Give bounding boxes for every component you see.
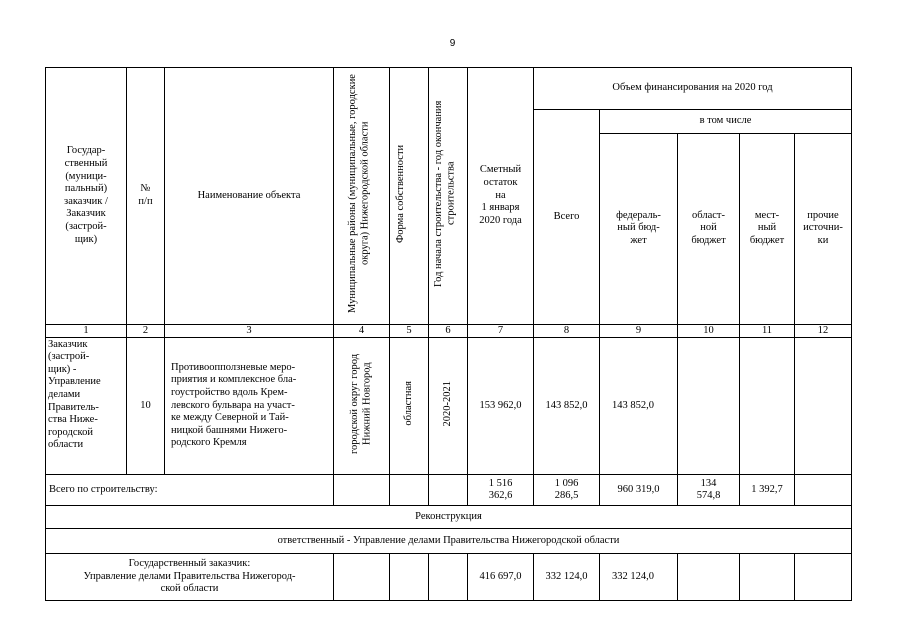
row-other xyxy=(795,337,852,475)
row-local xyxy=(740,337,795,475)
header-local: мест- ный бюджет xyxy=(740,133,795,324)
total-regional: 134 574,8 xyxy=(678,475,740,506)
state-empty xyxy=(429,554,468,601)
column-number: 10 xyxy=(678,324,740,337)
section-reconstruction: Реконструкция xyxy=(46,506,852,529)
total-label: Всего по строительству: xyxy=(46,475,334,506)
header-customer: Государ- ственный (муници- пальный) заказчик / Заказчик (застрой- щик) xyxy=(46,68,127,325)
total-empty xyxy=(334,475,390,506)
header-municipal: Муниципальные районы (муниципальные, городские округа) Нижегородской области xyxy=(334,68,390,325)
section-responsible: ответственный - Управление делами Правительства Нижегородской области xyxy=(46,529,852,554)
state-empty xyxy=(334,554,390,601)
state-other xyxy=(795,554,852,601)
column-number: 1 xyxy=(46,324,127,337)
state-estimate: 416 697,0 xyxy=(468,554,534,601)
row-estimate: 153 962,0 xyxy=(468,337,534,475)
header-num: № п/п xyxy=(127,68,165,325)
header-including: в том числе xyxy=(600,110,852,134)
header-other: прочие источни- ки xyxy=(795,133,852,324)
state-customer-label: Государственный заказчик: Управление делами Правительства Нижегород- ской области xyxy=(46,554,334,601)
total-empty xyxy=(429,475,468,506)
column-number: 6 xyxy=(429,324,468,337)
row-num: 10 xyxy=(127,337,165,475)
header-regional: област- ной бюджет xyxy=(678,133,740,324)
table-row xyxy=(46,337,852,475)
row-object: Противоопползневые меро- приятия и комплексное бла- гоустройство вдоль Крем- левского бульвара на участ- ке между Северной и Тай- ницкой башнями Нижего- родского Кремля xyxy=(165,337,334,475)
column-number: 9 xyxy=(600,324,678,337)
column-number: 8 xyxy=(534,324,600,337)
total-total: 1 096 286,5 xyxy=(534,475,600,506)
column-number: 2 xyxy=(127,324,165,337)
row-federal: 143 852,0 xyxy=(600,337,678,475)
header-object: Наименование объекта xyxy=(165,68,334,325)
row-total: 143 852,0 xyxy=(534,337,600,475)
header-years: Год начала строительства - год окончания строительства xyxy=(429,68,468,325)
state-local xyxy=(740,554,795,601)
table-row xyxy=(46,554,852,601)
state-empty xyxy=(390,554,429,601)
total-other xyxy=(795,475,852,506)
row-regional xyxy=(678,337,740,475)
row-municipal: городской округ город Нижний Новгород xyxy=(334,337,390,475)
header-total: Всего xyxy=(534,110,600,325)
row-years: 2020-2021 xyxy=(429,337,468,475)
total-empty xyxy=(390,475,429,506)
header-financing: Объем финансирования на 2020 год xyxy=(534,68,852,110)
column-number: 7 xyxy=(468,324,534,337)
column-number: 12 xyxy=(795,324,852,337)
state-regional xyxy=(678,554,740,601)
state-federal: 332 124,0 xyxy=(600,554,678,601)
total-estimate: 1 516 362,6 xyxy=(468,475,534,506)
row-customer: Заказчик (застрой- щик) - Управление делами Правитель- ства Ниже- городской области xyxy=(46,337,127,475)
total-row xyxy=(46,475,852,506)
column-number: 11 xyxy=(740,324,795,337)
page-number: 9 xyxy=(449,38,456,49)
total-federal: 960 319,0 xyxy=(600,475,678,506)
total-local: 1 392,7 xyxy=(740,475,795,506)
column-number: 5 xyxy=(390,324,429,337)
column-number: 3 xyxy=(165,324,334,337)
header-federal: федераль- ный бюд- жет xyxy=(600,133,678,324)
row-ownership: областная xyxy=(390,337,429,475)
header-estimate: Сметный остаток на 1 января 2020 года xyxy=(468,68,534,325)
financing-table xyxy=(45,67,852,601)
column-number: 4 xyxy=(334,324,390,337)
header-ownership: Форма собственности xyxy=(390,68,429,325)
state-total: 332 124,0 xyxy=(534,554,600,601)
